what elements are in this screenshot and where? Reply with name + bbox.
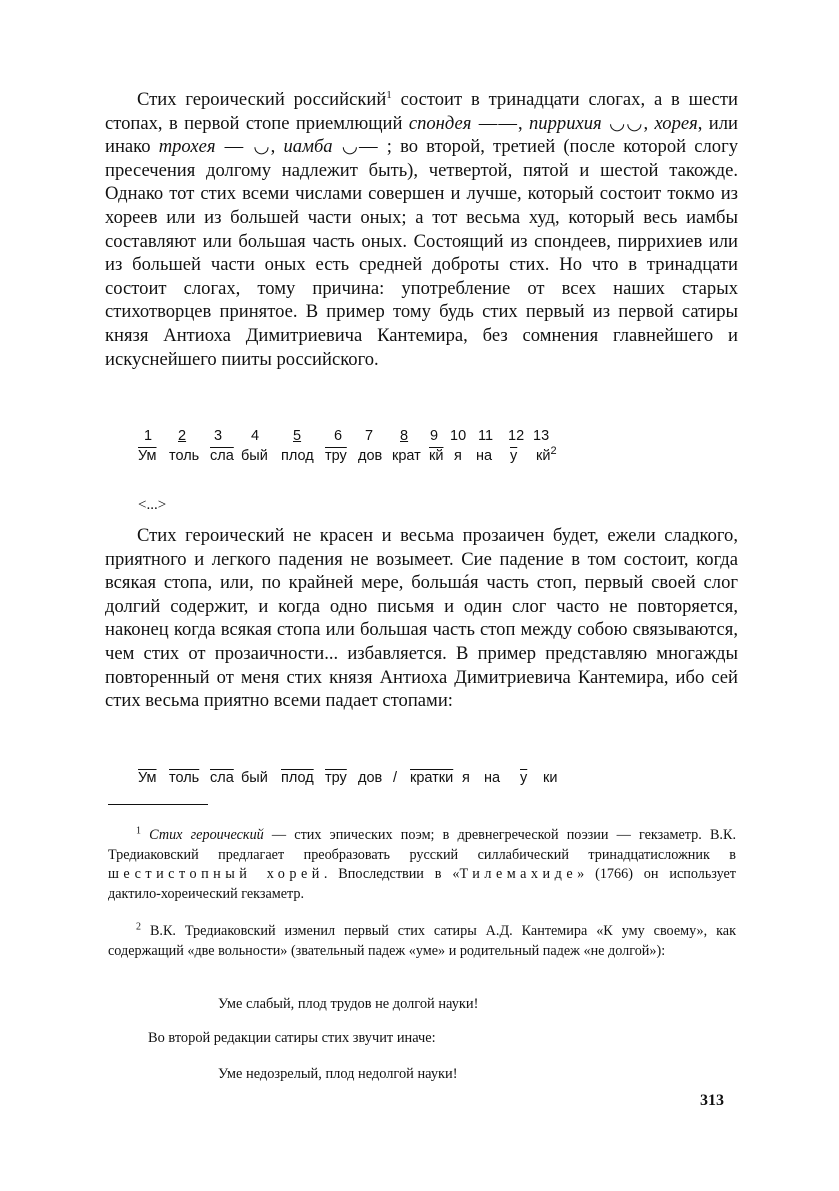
scansion-syllable: на bbox=[484, 770, 501, 786]
syllable-number-row bbox=[138, 428, 578, 448]
caesura-slash: / bbox=[393, 770, 398, 786]
syllable-number: 1 bbox=[144, 428, 153, 444]
scansion-syllable: кй bbox=[429, 448, 444, 464]
syllable-number: 9 bbox=[430, 428, 439, 444]
para1-text-3: , bbox=[517, 112, 529, 134]
term-spondee: спондея bbox=[408, 112, 472, 134]
syllable-number: 5 bbox=[293, 428, 302, 444]
quoted-verse-first-edition: Уме слабый, плод трудов не долгой науки! bbox=[218, 996, 479, 1012]
para1-text-6: , bbox=[270, 136, 284, 158]
para1-text-4: , bbox=[643, 112, 655, 134]
scansion-syllable: плод bbox=[281, 448, 314, 464]
trochee-meter-symbol: — ◡ bbox=[215, 136, 271, 158]
syllable-number: 8 bbox=[400, 428, 409, 444]
pyrrhic-meter-symbol: ◡◡ bbox=[601, 112, 644, 134]
scansion-syllable: у bbox=[510, 448, 518, 464]
footnote-1-marker: 1 bbox=[136, 825, 141, 837]
scansion-syllable: сла bbox=[210, 770, 234, 786]
scansion-syllable: крат bbox=[392, 448, 421, 464]
syllable-number: 12 bbox=[508, 428, 525, 444]
syllable-number: 7 bbox=[365, 428, 374, 444]
footnote-1 bbox=[108, 826, 736, 904]
scansion-syllable: Ум bbox=[138, 770, 157, 786]
term-iamb: иамба bbox=[283, 136, 333, 158]
footnote-divider bbox=[108, 804, 208, 805]
spondee-meter-symbol: —— bbox=[471, 112, 518, 134]
scansion-syllable: я bbox=[454, 448, 462, 464]
scansion-syllable: кратки bbox=[410, 770, 454, 786]
para1-text-1: Стих героический российский bbox=[137, 89, 387, 110]
scansion-syllable: дов bbox=[358, 770, 383, 786]
scansion-syllable: ки bbox=[543, 770, 558, 786]
scansion-syllables-row-2 bbox=[138, 770, 578, 792]
para1-text-2: состоит в тринадцати слогах, а в шести стопах, в первой стопе приемлющий bbox=[105, 89, 738, 134]
footnote-ref-2[interactable]: 2 bbox=[550, 445, 557, 458]
scansion-syllable: тру bbox=[325, 770, 347, 786]
footnote-ref-1[interactable]: 1 bbox=[386, 88, 392, 101]
scansion-syllable: тру bbox=[325, 448, 347, 464]
omission-mark: <...> bbox=[138, 497, 167, 513]
footnote-2-marker: 2 bbox=[136, 921, 141, 933]
scansion-syllables-row bbox=[138, 445, 578, 470]
syllable-number: 10 bbox=[450, 428, 467, 444]
syllable-number: 6 bbox=[334, 428, 343, 444]
scansion-syllable: бый bbox=[241, 770, 268, 786]
scansion-syllable: дов bbox=[358, 448, 383, 464]
footnote-2-connector: Во второй редакции сатиры стих звучит иначе: bbox=[148, 1030, 436, 1046]
footnote-1-text-1: — стих эпических поэм; в древнегреческой поэзии — гекзаметр. В.К. Тредиаковский предлагает преобразовать русский силлабический тринадцатисложник в bbox=[108, 827, 736, 863]
scansion-syllable: бый bbox=[241, 448, 268, 464]
footnote-2 bbox=[108, 922, 736, 961]
syllable-number: 13 bbox=[533, 428, 550, 444]
scansion-syllable: толь bbox=[169, 448, 200, 464]
quoted-verse-second-edition: Уме недозрелый, плод недолгой науки! bbox=[218, 1066, 458, 1082]
scansion-syllable-last bbox=[536, 445, 557, 464]
scansion-syllable: плод bbox=[281, 770, 314, 786]
syllable-number: 3 bbox=[214, 428, 223, 444]
para1-text-5: , или инако bbox=[105, 112, 738, 158]
scansion-syllable: я bbox=[462, 770, 470, 786]
footnote-1-spaced-term: шестистопный хорей bbox=[108, 866, 324, 883]
term-pyrrhic: пиррихия bbox=[529, 112, 602, 134]
footnote-1-spaced-title: Тилемахиде bbox=[459, 866, 578, 883]
scansion-syllable: толь bbox=[169, 770, 200, 786]
syllable-number: 4 bbox=[251, 428, 260, 444]
para1-text-7: ; во второй, третией (после которой слогу пресечения долгому надлежит быть), четвертой, пятой и шестой такожде. Однако тот стих всеми числами совершен и лучше, который состоит токмо из хореев или из большей части оных; а тот весьма худ, который весь иамбы составляют или большая часть оных. Состоящий из спондеев, пиррихиев или из большей части оных есть средней доброты стих. Но что в тринадцати состоит слогах, тому причина: употребление от всех наших старых стихотворцев принятое. В пример тому будь стих первый из первой сатиры князя Антиоха Димитриевича Кантемира, без сомнения главнейшего и искуснейшего пииты российского. bbox=[105, 136, 738, 370]
scansion-syllable: у bbox=[520, 770, 528, 786]
scansion-syllable: Ум bbox=[138, 448, 157, 464]
syllable-number: 11 bbox=[478, 428, 494, 444]
footnote-2-text: В.К. Тредиаковский изменил первый стих сатиры А.Д. Кантемира «К уму своему», как содержащий «две вольности» (звательный падеж «уме» и родительный падеж «не долгой»): bbox=[108, 923, 736, 959]
paragraph-heroic-verse-cadence: Стих героический не красен и весьма прозаичен будет, ежели сладкого, приятного и легкого падения не возымеет. Сие падение в том состоит, когда всякая стопа, или, по крайней мере, большáя часть стоп, первый своей слог долгий содержит, и когда одно письмя и один слог часто не повторяется, наконец когда всякая стопа или большая часть стоп между собою связываются, чем стих от прозаичности... избавляется. В пример представляю многажды повторенный от меня стих князя Антиоха Димитриевича Кантемира, ибо сей стих весьма приятно всеми падает стопами: bbox=[105, 525, 738, 712]
scansion-syllable: кй bbox=[536, 448, 551, 464]
syllable-number: 2 bbox=[178, 428, 187, 444]
iamb-meter-symbol: ◡— bbox=[332, 136, 379, 158]
scansion-syllable: сла bbox=[210, 448, 234, 464]
term-trochee: трохея bbox=[158, 136, 216, 158]
footnote-1-text-2: . Впоследствии в « bbox=[323, 866, 460, 883]
scansion-syllable: на bbox=[476, 448, 493, 464]
paragraph-heroic-verse-definition bbox=[105, 88, 738, 371]
term-choree: хорея bbox=[654, 112, 698, 134]
footnote-1-term: Стих героический bbox=[149, 827, 264, 843]
page-number: 313 bbox=[700, 1092, 724, 1109]
footnote-1-text-3: » (1766) он использует дактило-хореический гекзаметр. bbox=[108, 866, 736, 902]
